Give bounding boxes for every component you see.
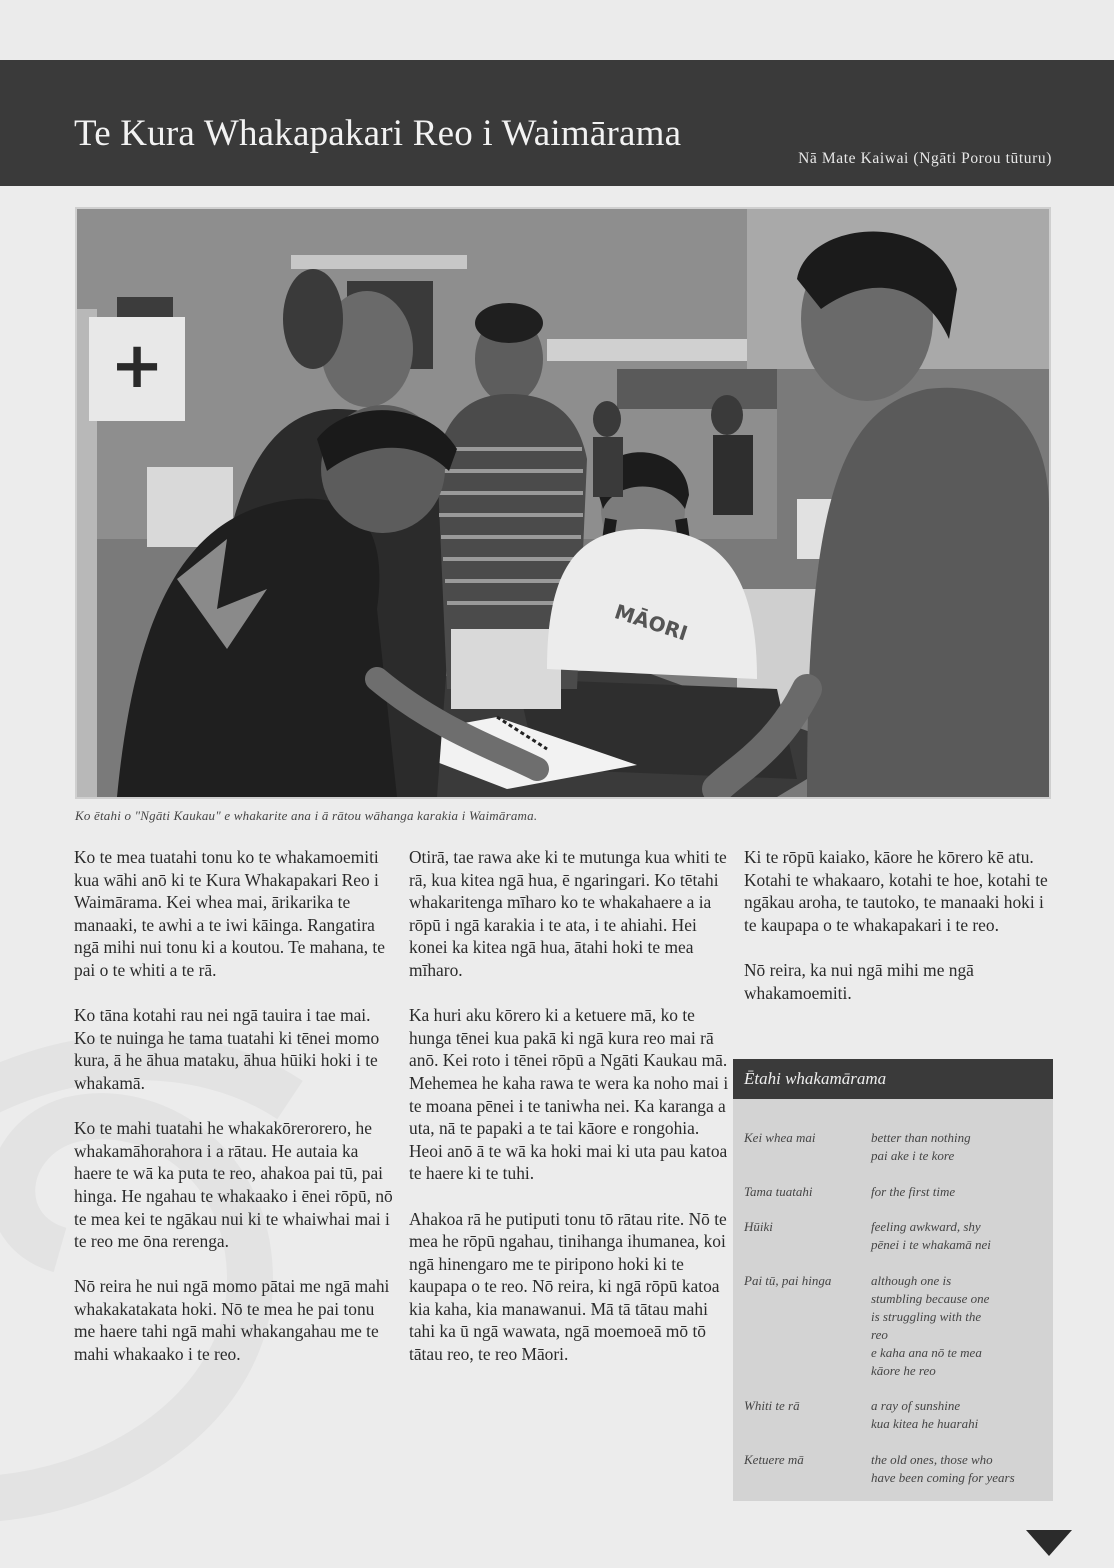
definition-line: feeling awkward, shy bbox=[871, 1219, 981, 1234]
glossary-definition bbox=[871, 1397, 1051, 1433]
article-column-2 bbox=[409, 846, 729, 1388]
definition-line: for the first time bbox=[871, 1184, 956, 1199]
paragraph: Nō reira he nui ngā momo pātai me ngā mahi whakakatakata hoki. Nō te mea he pai tonu me haere tahi ngā mahi whakangahau me te mahi whakaako i te reo. bbox=[74, 1276, 390, 1365]
paragraph: Ka huri aku kōrero ki a ketuere mā, ko te hunga tēnei kua pakā ki ngā kura reo mai rā anō. Kei roto i tēnei rōpū a Ngāti Kaukau mā. Mehemea he kaha rawa te wera ka noho mai i te moana pēnei i te taniwha nei. Ka karanga a uta, nā te papaki a te tai kāore e rongohia. Heoi anō ā te wā ka hoki mai ki uta pau katoa te haere ki te tuhi. bbox=[409, 1005, 729, 1184]
definition-line: reo bbox=[871, 1327, 888, 1342]
glossary-term: Whiti te rā bbox=[744, 1398, 800, 1413]
definition-line: better than nothing bbox=[871, 1130, 971, 1145]
photo-caption: Ko ētahi o "Ngāti Kaukau" e whakarite ana i ā rātou wāhanga karakia i Waimārama. bbox=[75, 808, 538, 823]
paragraph: Ko te mea tuatahi tonu ko te whakamoemiti kua wāhi anō ki te Kura Whakapakari Reo i Waimārama. Kei whea mai, ārikarika te manaaki, te awhi a te iwi kāinga. Rangatira ngā mihi nui tonu ki a koutou. Te mahana, te pai o te whiti a te rā. bbox=[74, 847, 385, 980]
definition-line: pēnei i te whakamā nei bbox=[871, 1237, 991, 1252]
triangle-down-icon bbox=[1026, 1530, 1072, 1556]
glossary-term: Kei whea mai bbox=[744, 1130, 816, 1145]
definition-line: e kaha ana nō te mea bbox=[871, 1345, 982, 1360]
top-margin bbox=[0, 0, 1114, 60]
paragraph: Ki te rōpū kaiako, kāore he kōrero kē atu. Kotahi te whakaaro, kotahi te hoe, kotahi te ngākau aroha, te tautoko, te manaaki hoki i te kaupapa o te whakapakari i te reo. bbox=[744, 847, 1048, 935]
glossary-definition bbox=[871, 1129, 1051, 1165]
definition-line: the old ones, those who bbox=[871, 1452, 993, 1467]
photo-illustration bbox=[77, 209, 1049, 797]
paragraph: Otirā, tae rawa ake ki te mutunga kua whiti te rā, kua kitea ngā hua, ē ngaringari. Ko tētahi whakaritenga mīharo ko te whakahaere a ia rōpū i ngā karakia i te ata, i te ahiahi. Hei konei ka kitea ngā hua, ātahi hoki te mea mīharo. bbox=[409, 847, 727, 980]
glossary-definition bbox=[871, 1272, 1051, 1380]
author-byline: Nā Mate Kaiwai (Ngāti Porou tūturu) bbox=[798, 150, 1052, 167]
article-photo bbox=[75, 207, 1051, 799]
glossary-box bbox=[733, 1059, 1053, 1501]
definition-line: kāore he reo bbox=[871, 1363, 936, 1378]
definition-line: stumbling because one bbox=[871, 1291, 990, 1306]
glossary-definition bbox=[871, 1451, 1051, 1487]
shirt-print: MĀORI bbox=[611, 599, 691, 646]
article-title: Te Kura Whakapakari Reo i Waimārama bbox=[74, 113, 682, 154]
glossary-definition bbox=[871, 1183, 1051, 1201]
definition-line: a ray of sunshine bbox=[871, 1398, 961, 1413]
glossary-term: Ketuere mā bbox=[744, 1452, 804, 1467]
definition-line: although one is bbox=[871, 1273, 952, 1288]
definition-line: is struggling with the bbox=[871, 1309, 982, 1324]
glossary-term: Tama tuatahi bbox=[744, 1184, 813, 1199]
definition-line: have been coming for years bbox=[871, 1470, 1015, 1485]
first-aid-cross: + bbox=[110, 329, 164, 403]
glossary-heading: Ētahi whakamārama bbox=[733, 1059, 1053, 1099]
paragraph: Ko tāna kotahi rau nei ngā tauira i tae mai. Ko te nuinga he tama tuatahi ki tēnei momo kura, ā he āhua mataku, āhua hūiki hoki i te whakamā. bbox=[74, 1005, 380, 1093]
article-column-3 bbox=[744, 846, 1054, 1027]
definition-line: kua kitea he huarahi bbox=[871, 1416, 979, 1431]
glossary-definition bbox=[871, 1218, 1051, 1254]
paragraph: Ahakoa rā he putiputi tonu tō rātau rite. Nō te mea he rōpū ngahau, tinihanga ihumanea, koi ngā hinengaro me te piripono hoki ki te kaupapa o te reo. Nō reira, ki ngā rōpū katoa kia kaha, kia manawanui. Mā tā tātau mahi tahi ka ū ngā wawata, ngā moemoeā mō tō tātau reo, te reo Māori. bbox=[409, 1208, 727, 1365]
glossary-term: Pai tū, pai hinga bbox=[744, 1273, 832, 1288]
glossary-term: Hūiki bbox=[744, 1219, 773, 1234]
article-column-1 bbox=[74, 846, 394, 1388]
paragraph: Nō reira, ka nui ngā mihi me ngā whakamoemiti. bbox=[744, 959, 974, 1003]
paragraph: Ko te mahi tuatahi he whakakōrerorero, he whakamāhorahora i a rātau. He autaia ka haere te wā ka puta te reo, ahakoa pai tū, pai hinga. He ngahau te whakaako i ēnei rōpū, nō te mea kei te ngākau nui ki te whaiwhai mai i te reo me ōna rerenga. bbox=[74, 1118, 393, 1252]
definition-line: pai ake i te kore bbox=[871, 1148, 955, 1163]
